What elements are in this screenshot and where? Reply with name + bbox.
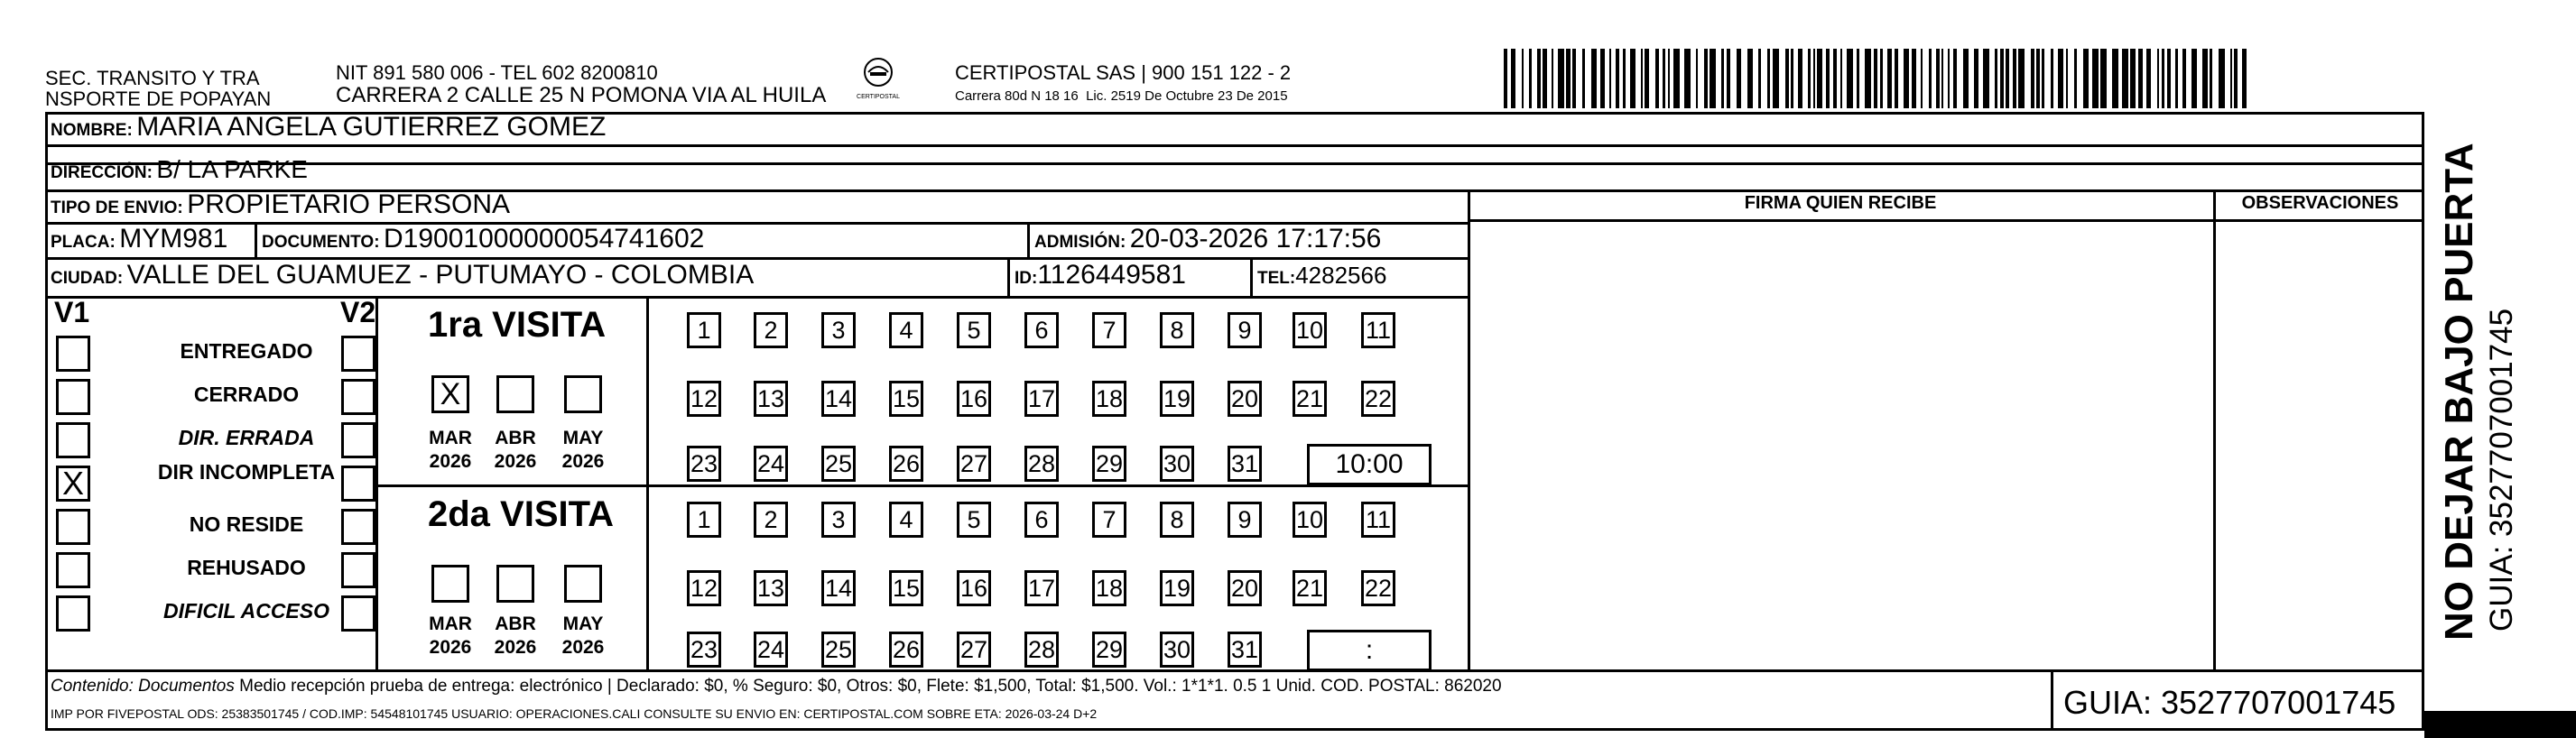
barcode <box>1504 49 2247 108</box>
first-visit-title: 1ra VISITA <box>428 305 607 345</box>
barcode-bar <box>1767 49 1770 108</box>
nombre-row: NOMBRE: MARIA ANGELA GUTIERREZ GOMEZ <box>51 112 607 142</box>
warning-text: NO DEJAR BAJO PUERTA <box>2437 143 2481 641</box>
day-box: 28 <box>1024 632 1059 668</box>
day-box: 18 <box>1092 381 1126 417</box>
day-box: 12 <box>687 570 721 606</box>
status-option-label: CERRADO <box>193 383 300 406</box>
barcode-bar <box>2175 49 2178 108</box>
year-label: 2026 <box>429 451 472 472</box>
barcode-bar <box>1645 49 1649 108</box>
day-box: 7 <box>1092 502 1126 538</box>
v1-checkbox <box>56 509 90 545</box>
barcode-bar <box>1727 49 1730 108</box>
barcode-bar <box>2230 49 2232 108</box>
barcode-bar <box>1537 49 1541 108</box>
day-box: 27 <box>957 632 991 668</box>
barcode-bar <box>2013 49 2016 108</box>
day-box: 20 <box>1228 570 1262 606</box>
barcode-bar <box>1936 49 1940 108</box>
barcode-bar <box>1895 49 1898 108</box>
barcode-bar <box>1904 49 1909 108</box>
barcode-bar <box>2100 49 2107 108</box>
barcode-bar <box>1808 49 1811 108</box>
day-box: 10 <box>1293 312 1327 348</box>
barcode-bar <box>1566 49 1571 108</box>
barcode-bar <box>2092 49 2099 108</box>
barcode-bar <box>1609 49 1611 108</box>
v1-checkbox <box>56 379 90 415</box>
day-box: 11 <box>1361 502 1395 538</box>
day-box: 22 <box>1361 381 1395 417</box>
month-box-mar: X <box>431 375 469 413</box>
placa-field: PLACA: MYM981 <box>51 224 228 254</box>
barcode-bar <box>2130 49 2136 108</box>
observaciones-header: OBSERVACIONES <box>2241 193 2399 213</box>
imp-line: IMP POR FIVEPOSTAL ODS: 25383501745 / COD.IMP: 54548101745 USUARIO: OPERACIONES.CALI CONSULTE SU ENVIO EN: CERTIPOSTAL.COM SOBRE ETA: 2026-03-24 D+2 <box>51 706 1098 721</box>
sender-line-1: SEC. TRANSITO Y TRA <box>45 67 260 89</box>
day-box: 9 <box>1228 312 1262 348</box>
barcode-bar <box>1558 49 1564 108</box>
month-label: ABR <box>495 428 536 448</box>
barcode-bar <box>2074 49 2077 108</box>
day-box: 3 <box>821 502 856 538</box>
day-box: 16 <box>957 381 991 417</box>
month-label: MAR <box>429 428 472 448</box>
status-option-label: DIR INCOMPLETA <box>157 460 336 484</box>
day-box: 21 <box>1293 570 1327 606</box>
barcode-bar <box>1874 49 1877 108</box>
day-box: 11 <box>1361 312 1395 348</box>
address-line: CARRERA 2 CALLE 25 N POMONA VIA AL HUILA <box>336 83 827 107</box>
day-box: 2 <box>754 502 788 538</box>
month-box-mar <box>431 565 469 603</box>
barcode-bar <box>1865 49 1871 108</box>
barcode-bar <box>1921 49 1923 108</box>
day-box: 2 <box>754 312 788 348</box>
side-guia: GUIA: 3527707001745 <box>2484 308 2519 632</box>
barcode-bar <box>1641 49 1643 108</box>
day-box: 3 <box>821 312 856 348</box>
status-option-label: ENTREGADO <box>180 339 313 363</box>
sender-line-2: NSPORTE DE POPAYAN <box>45 88 272 110</box>
barcode-bar <box>1948 49 1950 108</box>
barcode-bar <box>1591 49 1597 108</box>
id-field: ID:1126449581 <box>1015 260 1186 290</box>
barcode-bar <box>1522 49 1524 108</box>
barcode-bar <box>1572 49 1576 108</box>
tipo-value: PROPIETARIO PERSONA <box>187 189 511 219</box>
year-label: 2026 <box>561 637 605 658</box>
day-box: 18 <box>1092 570 1126 606</box>
barcode-bar <box>1785 49 1789 108</box>
day-box: 27 <box>957 446 991 482</box>
v1-checkbox <box>56 336 90 372</box>
day-box: 7 <box>1092 312 1126 348</box>
barcode-bar <box>1600 49 1605 108</box>
year-label: 2026 <box>494 451 537 472</box>
barcode-bar <box>2112 49 2118 108</box>
v1-checkbox <box>56 422 90 458</box>
barcode-bar <box>1791 49 1793 108</box>
barcode-bar <box>1953 49 1957 108</box>
status-option-label: NO RESIDE <box>189 512 304 536</box>
barcode-bar <box>2167 49 2171 108</box>
day-box: 24 <box>754 446 788 482</box>
barcode-bar <box>1887 49 1892 108</box>
barcode-bar <box>2042 49 2044 108</box>
barcode-bar <box>2219 49 2225 108</box>
v2-checkbox <box>341 552 375 588</box>
day-box: 25 <box>821 446 856 482</box>
barcode-bar <box>1929 49 1932 108</box>
day-box: 17 <box>1024 381 1059 417</box>
time-box: 10:00 <box>1307 444 1432 485</box>
barcode-bar <box>1758 49 1761 108</box>
day-box: 29 <box>1092 446 1126 482</box>
day-box: 23 <box>687 446 721 482</box>
v2-checkbox <box>341 466 375 502</box>
barcode-bar <box>2083 49 2089 108</box>
footer-guia: GUIA: 3527707001745 <box>2063 684 2396 721</box>
barcode-bar <box>2146 49 2151 108</box>
barcode-bar <box>1995 49 1997 108</box>
tipo-row: TIPO DE ENVIO: PROPIETARIO PERSONA <box>51 189 511 219</box>
year-label: 2026 <box>494 637 537 658</box>
contenido-line: Contenido: Documentos Medio recepción prueba de entrega: electrónico | Declarado: $0, % Seguro: $0, Otros: $0, Flete: $1,500, Total: $1,500. Vol.: 1*1*1. 0.5 1 Unid. COD. POSTAL: 862020 <box>51 677 1502 696</box>
day-box: 9 <box>1228 502 1262 538</box>
day-box: 6 <box>1024 312 1059 348</box>
barcode-bar <box>1504 49 1507 108</box>
v1-header: V1 <box>54 296 90 328</box>
year-label: 2026 <box>429 637 472 658</box>
barcode-bar <box>1721 49 1724 108</box>
barcode-bar <box>2000 49 2004 108</box>
barcode-bar <box>1696 49 1698 108</box>
barcode-bar <box>1655 49 1659 108</box>
tel-field: TEL:4282566 <box>1257 262 1387 289</box>
barcode-bar <box>1813 49 1815 108</box>
month-label: MAY <box>562 428 604 448</box>
barcode-bar <box>1737 49 1741 108</box>
day-box: 29 <box>1092 632 1126 668</box>
year-label: 2026 <box>561 451 605 472</box>
day-box: 4 <box>889 502 923 538</box>
second-visit-title: 2da VISITA <box>428 494 614 534</box>
certipostal-logo <box>857 58 900 100</box>
company-line: CERTIPOSTAL SAS | 900 151 122 - 2 <box>955 61 1292 84</box>
v1-check-mark: X <box>61 465 84 502</box>
barcode-bar <box>1552 49 1553 108</box>
v1-checkbox <box>56 595 90 632</box>
barcode-bar <box>1704 49 1708 108</box>
v2-checkbox <box>341 379 375 415</box>
barcode-bar <box>2051 49 2053 108</box>
barcode-bar <box>1529 49 1532 108</box>
day-box: 16 <box>957 570 991 606</box>
v2-header: V2 <box>340 296 376 328</box>
v2-checkbox <box>341 422 375 458</box>
barcode-bar <box>1847 49 1853 108</box>
direccion-value: B/ LA PARKE <box>156 155 308 183</box>
day-box: 4 <box>889 312 923 348</box>
month-box-may <box>564 565 602 603</box>
barcode-bar <box>2006 49 2009 108</box>
v2-checkbox <box>341 509 375 545</box>
barcode-bar <box>1974 49 1978 108</box>
barcode-bar <box>1543 49 1547 108</box>
barcode-bar <box>2182 49 2186 108</box>
barcode-bar <box>2138 49 2143 108</box>
barcode-bar <box>1773 49 1779 108</box>
status-option-label: DIFICIL ACCESO <box>162 599 329 623</box>
day-box: 5 <box>957 312 991 348</box>
barcode-bar <box>2058 49 2063 108</box>
month-label: MAY <box>562 613 604 634</box>
logo-text: CERTIPOSTAL <box>857 94 900 100</box>
day-box: 15 <box>889 570 923 606</box>
day-box: 21 <box>1293 381 1327 417</box>
day-box: 30 <box>1160 446 1194 482</box>
barcode-bar <box>1747 49 1753 108</box>
barcode-bar <box>1798 49 1802 108</box>
barcode-bar <box>1880 49 1883 108</box>
v1-checkbox <box>56 466 90 502</box>
barcode-bar <box>1630 49 1635 108</box>
day-box: 1 <box>687 312 721 348</box>
day-box: 22 <box>1361 570 1395 606</box>
direccion-row: DIRECCIÓN: B/ LA PARKE <box>51 155 308 183</box>
barcode-bar <box>1684 49 1691 108</box>
barcode-bar <box>2210 49 2212 108</box>
barcode-bar <box>1983 49 1989 108</box>
day-box: 10 <box>1293 502 1327 538</box>
barcode-bar <box>1616 49 1619 108</box>
month-label: MAR <box>429 613 472 634</box>
v2-checkbox <box>341 336 375 372</box>
barcode-bar <box>1817 49 1822 108</box>
barcode-bar <box>1826 49 1830 108</box>
day-box: 1 <box>687 502 721 538</box>
month-box-abr <box>496 565 534 603</box>
barcode-bar <box>1840 49 1842 108</box>
day-box: 31 <box>1228 632 1262 668</box>
status-option-label: REHUSADO <box>187 556 306 579</box>
day-box: 19 <box>1160 570 1194 606</box>
barcode-bar <box>1663 49 1665 108</box>
day-box: 5 <box>957 502 991 538</box>
barcode-bar <box>2036 49 2040 108</box>
barcode-bar <box>1963 49 1969 108</box>
month-box-abr <box>496 375 534 413</box>
firma-header: FIRMA QUIEN RECIBE <box>1744 193 1937 213</box>
documento-field: DOCUMENTO: D19001000000054741602 <box>262 224 705 254</box>
v1-checkbox <box>56 552 90 588</box>
barcode-bar <box>1623 49 1626 108</box>
day-box: 24 <box>754 632 788 668</box>
barcode-bar <box>1511 49 1515 108</box>
day-box: 20 <box>1228 381 1262 417</box>
v2-checkbox <box>341 595 375 632</box>
admision-field: ADMISIÓN: 20-03-2026 17:17:56 <box>1034 224 1382 254</box>
barcode-bar <box>2031 49 2034 108</box>
day-box: 23 <box>687 632 721 668</box>
nombre-value: MARIA ANGELA GUTIERREZ GOMEZ <box>136 112 607 142</box>
barcode-bar <box>1582 49 1585 108</box>
day-box: 26 <box>889 446 923 482</box>
day-box: 19 <box>1160 381 1194 417</box>
barcode-bar <box>1912 49 1916 108</box>
month-label: ABR <box>495 613 536 634</box>
barcode-bar <box>2157 49 2159 108</box>
barcode-bar <box>2202 49 2208 108</box>
day-box: 14 <box>821 381 856 417</box>
day-box: 14 <box>821 570 856 606</box>
barcode-bar <box>2242 49 2247 108</box>
nit-line: NIT 891 580 006 - TEL 602 8200810 <box>336 61 658 84</box>
day-box: 13 <box>754 570 788 606</box>
license-line: Carrera 80d N 18 16 Lic. 2519 De Octubre 23 De 2015 <box>955 88 1288 104</box>
barcode-bar <box>2162 49 2164 108</box>
barcode-bar <box>2122 49 2128 108</box>
barcode-bar <box>1833 49 1837 108</box>
day-box: 17 <box>1024 570 1059 606</box>
day-box: 26 <box>889 632 923 668</box>
barcode-bar <box>1668 49 1670 108</box>
barcode-bar <box>1710 49 1716 108</box>
day-box: 30 <box>1160 632 1194 668</box>
barcode-bar <box>2018 49 2025 108</box>
barcode-bar <box>1941 49 1943 108</box>
day-box: 6 <box>1024 502 1059 538</box>
day-box: 28 <box>1024 446 1059 482</box>
barcode-bar <box>2234 49 2238 108</box>
ciudad-field: CIUDAD: VALLE DEL GUAMUEZ - PUTUMAYO - COLOMBIA <box>51 260 755 290</box>
day-box: 25 <box>821 632 856 668</box>
day-box: 31 <box>1228 446 1262 482</box>
day-box: 13 <box>754 381 788 417</box>
barcode-bar <box>2066 49 2068 108</box>
barcode-bar <box>1857 49 1859 108</box>
month-box-may <box>564 375 602 413</box>
barcode-bar <box>2191 49 2197 108</box>
barcode-bar <box>1673 49 1680 108</box>
day-box: 8 <box>1160 312 1194 348</box>
day-box: 12 <box>687 381 721 417</box>
time-box: : <box>1307 630 1432 671</box>
day-box: 15 <box>889 381 923 417</box>
status-option-label: DIR. ERRADA <box>178 426 315 449</box>
day-box: 8 <box>1160 502 1194 538</box>
